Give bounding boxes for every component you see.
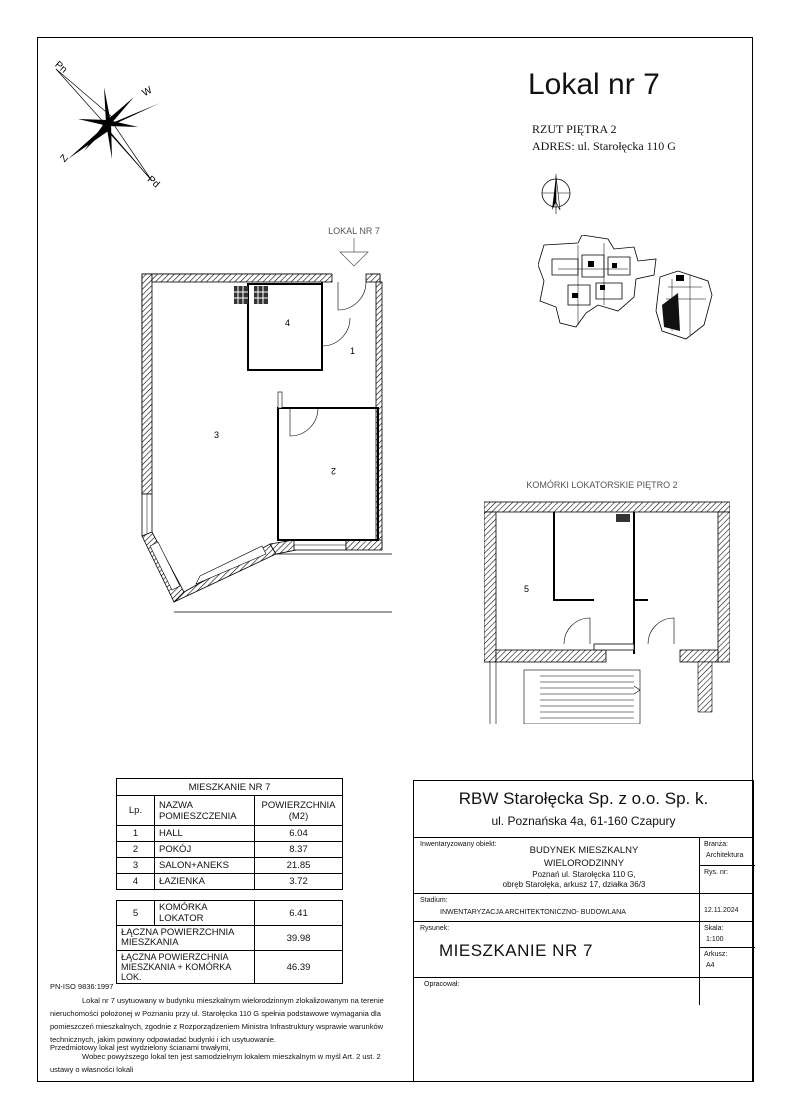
drawing-no-label: Rys. nr: [704, 869, 729, 876]
page-title: Lokal nr 7 [528, 68, 660, 101]
room-3-label: 3 [214, 430, 220, 440]
total-living-value: 39.98 [255, 926, 343, 951]
compass-s-label: Pd [144, 174, 162, 190]
room-2-label: 2 [330, 466, 336, 476]
object-name-2: WIELORODZINNY [543, 858, 625, 869]
title-block [413, 780, 754, 1082]
header-lp: Lp. [117, 796, 155, 826]
walls-note: Przedmiotowy lokal jest wydzielony ścianami trwałymi, [50, 1043, 231, 1052]
branch-value: Architektura [706, 852, 744, 859]
storage-plan [484, 474, 730, 724]
room-table [116, 778, 343, 890]
total-all-label: ŁĄCZNA POWIERZCHNIA MIESZKANIA + KOMÓRKA LOK. [117, 951, 255, 984]
object-label: Inwentaryzowany obiekt: [420, 841, 497, 848]
stage-label: Stadium: [420, 897, 448, 904]
header-name: NAZWA POMIESZCZENIA [155, 796, 255, 826]
compass-e-label: W [140, 84, 155, 100]
date-value: 12.11.2024 [704, 907, 739, 914]
object-name: BUDYNEK MIESZKALNY [529, 845, 639, 856]
room-1-label: 1 [350, 346, 356, 356]
compass-n-label: Pn [52, 59, 69, 76]
company-address: ul. Poznańska 4a, 61-160 Czapury [491, 814, 676, 828]
header-area: POWIERZCHNIA (M2) [255, 796, 343, 826]
standard-note: PN-ISO 9836:1997 [50, 982, 114, 991]
room-4-label: 4 [285, 318, 291, 328]
scale-label: Skala: [704, 925, 724, 932]
table-row: 4 ŁAZIENKA 3.72 [117, 874, 343, 890]
storage-table [116, 900, 343, 926]
total-all-value: 46.39 [255, 951, 343, 984]
address-label: ADRES: ul. Starołęcka 110 G [532, 139, 676, 153]
stage-value: INWENTARYZACJA ARCHITEKTONICZNO- BUDOWLANA [440, 909, 626, 916]
table-row: 3 SALON+ANEKS 21.85 [117, 858, 343, 874]
company-name: RBW Starołęcka Sp. z o.o. Sp. k. [458, 789, 709, 808]
conclusion-note: Wobec powyższego lokal ten jest samodzielnym lokalem mieszkalnym w myśl Art. 2 ust. 2 ustawy o własności lokali [50, 1052, 381, 1074]
room-5-label: 5 [524, 584, 530, 594]
totals-table [116, 925, 343, 984]
prepared-label: Opracował: [424, 981, 460, 988]
description-note: Lokal nr 7 usytuowany w budynku mieszkalnym wielorodzinnym zlokalizowanym na terenie nieruchomości położonej w Poznaniu przy ul. Starołęcka 110 G spełnia podstawowe wymagania dla pomieszczeń mieszkalnych, zgodnie z Rozporządzeniem Ministra Infrastruktury wsprawie warunków technicznych, jakim powinny odpowiadać budynki i ich usytuowanie. [50, 996, 384, 1044]
key-plan-icon [538, 235, 718, 340]
floor-plan-label: RZUT PIĘTRA 2 [532, 122, 617, 136]
table-row: 5 KOMÓRKA LOKATOR 6.41 [117, 901, 343, 926]
compass-rose-icon [50, 55, 170, 190]
sheet-label: Arkusz: [704, 951, 728, 958]
scale-value: 1:100 [706, 936, 724, 943]
entrance-label: LOKAL NR 7 [328, 226, 380, 236]
floor-plan [130, 222, 402, 614]
branch-label: Branża: [704, 841, 729, 848]
object-address-1: Poznań ul. Starołęcka 110 G, [532, 870, 636, 879]
drawing-label: Rysunek: [420, 925, 450, 932]
compass-w-label: Z [58, 152, 71, 165]
table-row: 2 POKÓJ 8.37 [117, 842, 343, 858]
object-address-2: obręb Starołęka, arkusz 17, działka 36/3 [502, 880, 646, 889]
sheet-value: A4 [706, 962, 715, 969]
table-title: MIESZKANIE NR 7 [117, 779, 343, 796]
north-arrow-icon [540, 172, 574, 218]
drawing-title: MIESZKANIE NR 7 [439, 941, 593, 960]
total-living-label: ŁĄCZNA POWIERZCHNIA MIESZKANIA [117, 926, 255, 951]
table-row: 1 HALL 6.04 [117, 826, 343, 842]
storage-title: KOMÓRKI LOKATORSKIE PIĘTRO 2 [526, 480, 678, 490]
